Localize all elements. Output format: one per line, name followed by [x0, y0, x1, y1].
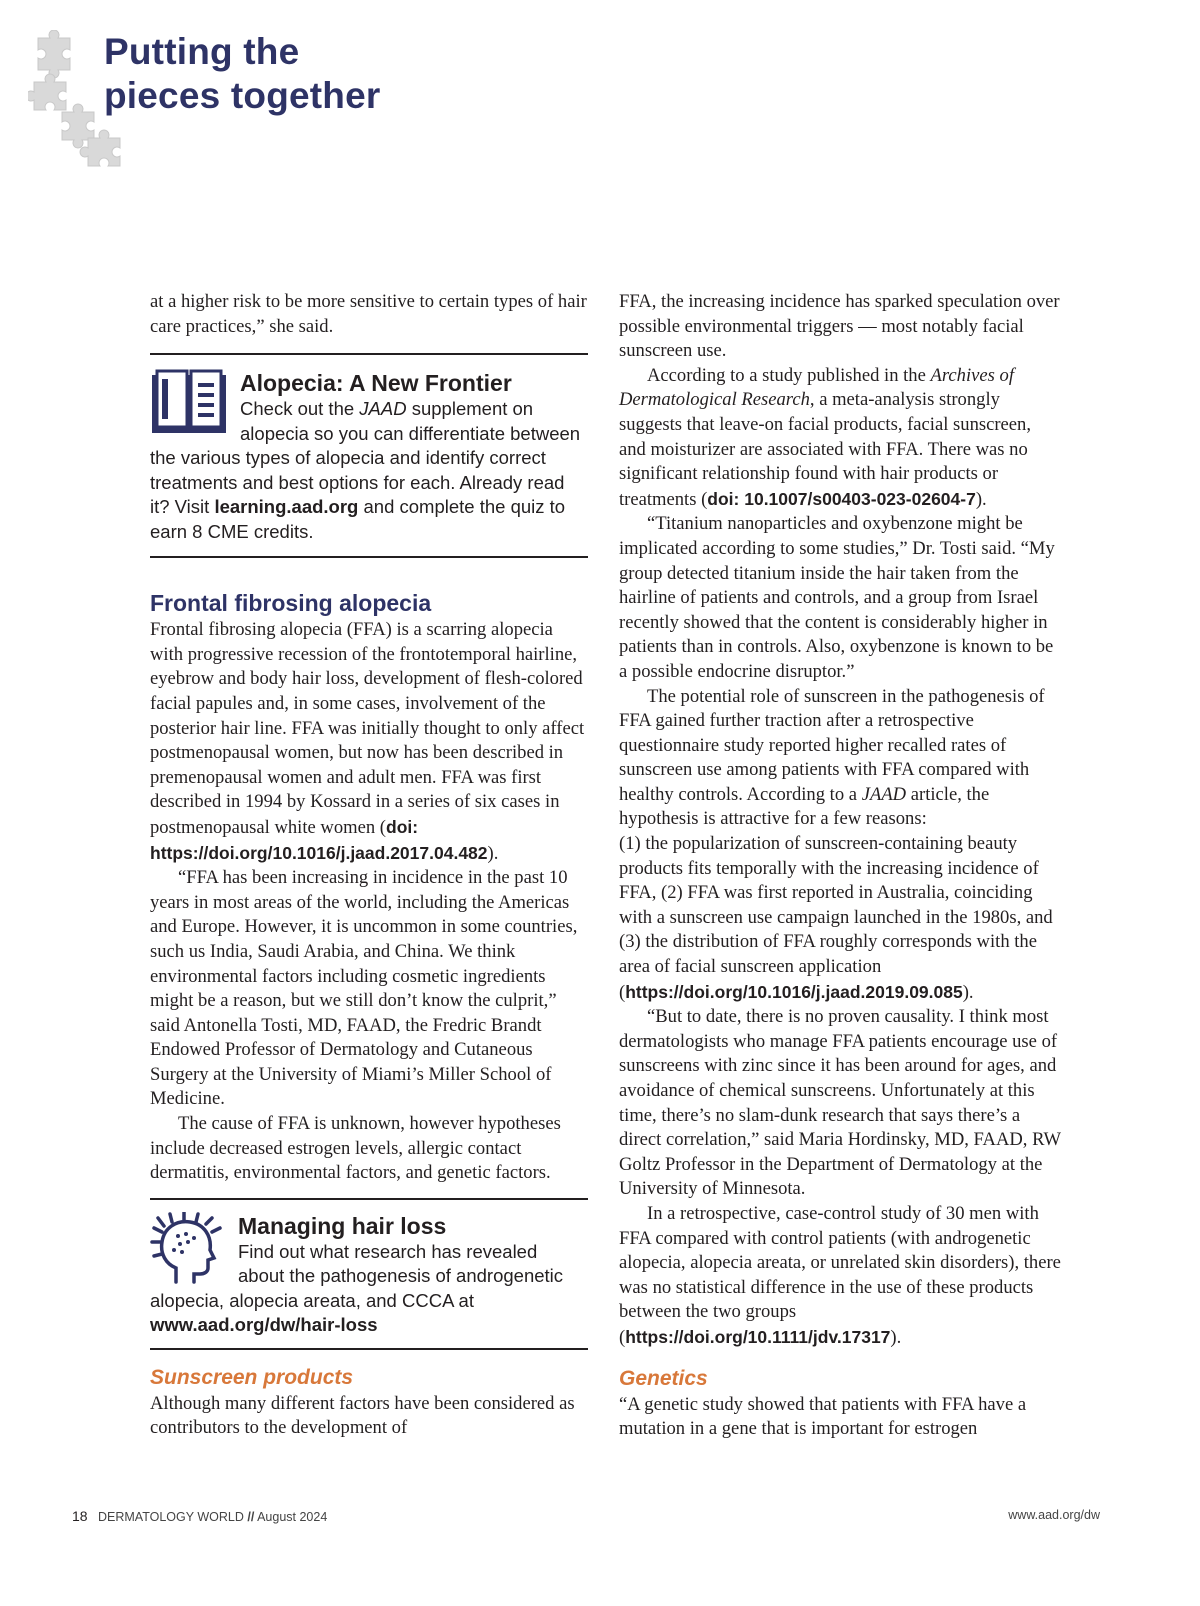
doi-link-archives[interactable]: doi: 10.1007/s00403-023-02604-7	[707, 488, 976, 509]
hair-loss-link[interactable]: www.aad.org/dw/hair-loss	[150, 1314, 378, 1336]
callout-alopecia-frontier	[150, 353, 588, 558]
ffa-p1-end: ).	[487, 842, 499, 864]
page-number: 18	[72, 1508, 88, 1524]
right-column	[619, 290, 1061, 1442]
ffa-paragraph-3: The cause of FFA is unknown, however hypotheses include decreased estrogen levels, allergic contact dermatitis, environmental factors, and genetic factors.	[150, 1113, 561, 1184]
callout-managing-hair-loss	[150, 1198, 588, 1350]
right-paragraph-6	[619, 1202, 1061, 1351]
doi-link-jdv[interactable]: https://doi.org/10.1111/jdv.17317	[625, 1326, 891, 1347]
page-title-line2: pieces together	[104, 75, 381, 116]
issue-date: August 2024	[257, 1510, 328, 1524]
learning-link[interactable]: learning.aad.org	[214, 496, 359, 518]
ffa-paragraph-2: “FFA has been increasing in incidence in the past 10 years in most areas of the world, including the Americas and Europe. However, it is uncommon in some countries, such us India, Saudi Arabia, and China. We think environmental factors including cosmetic ingredients might be a reason, but we still don’t know the culprit,” said Antonella Tosti, MD, FAAD, the Fredric Brandt Endowed Professor of Dermatology and Cutaneous Surgery at the University of Miami’s Miller School of Medicine.	[150, 867, 578, 1110]
callout-text-2: supplement on alopecia so you can differentiate between the various types of alopecia and identify correct treatments and best options for each. Already read it? Visit	[150, 398, 581, 518]
ffa-p1-text: Frontal fibrosing alopecia (FFA) is a scarring alopecia with progressive recession of the frontotemporal hairline, eyebrow and body hair loss, development of flesh-colored facial papules and, in some cases, involvement of the posterior hair line. FFA was initially thought to only affect postmenopausal women, but now has been described in premenopausal women and adult men. FFA was first described in 1994 by Kossard in a series of six cases in postmenopausal white women (	[150, 619, 585, 838]
heading-genetics: Genetics	[619, 1366, 708, 1390]
heading-ffa: Frontal fibrosing alopecia	[150, 590, 432, 617]
open-book-icon	[150, 369, 228, 437]
page-title	[104, 30, 380, 118]
jaad-name: JAAD	[861, 783, 907, 805]
r-p4a: The potential role of sunscreen in the pathogenesis of FFA gained further traction after a retrospective questionnaire study reported higher recalled rates of sunscreen use among patients with FFA compared with healthy controls. According to a	[619, 685, 1045, 805]
r-p2a: According to a study published in the	[647, 364, 931, 386]
r-p6: In a retrospective, case-control study of 30 men with FFA compared with control patients (with androgenetic alopecia, alopecia areata, or unrelated skin disorders), there was no statistical difference in the use of these products between the two groups (	[619, 1202, 1061, 1348]
head-hair-icon	[150, 1212, 226, 1286]
footer-separator: //	[247, 1510, 255, 1524]
right-paragraph-1: FFA, the increasing incidence has sparked speculation over possible environmental triggers — most notably facial sunscreen use.	[619, 291, 1060, 362]
genetics-paragraph: “A genetic study showed that patients with FFA have a mutation in a gene that is important for estrogen	[619, 1393, 1027, 1440]
sunscreen-paragraph: Although many different factors have been considered as contributors to the development of	[150, 1392, 575, 1439]
callout-jaad: JAAD	[359, 398, 407, 420]
doi-link-jaad-2019[interactable]: https://doi.org/10.1016/j.jaad.2019.09.085	[625, 981, 963, 1002]
left-column	[150, 290, 588, 1441]
right-paragraph-4	[619, 685, 1061, 833]
footer-left	[72, 1508, 327, 1524]
r-p4-end: ).	[962, 981, 974, 1003]
heading-sunscreen: Sunscreen products	[150, 1365, 354, 1389]
right-paragraph-2	[619, 364, 1061, 513]
right-paragraph-4b	[619, 832, 1061, 1005]
callout-text-3: and complete the quiz to earn 8 CME credits.	[150, 496, 566, 542]
r-p4c: (1) the popularization of sunscreen-containing beauty products fits temporally with the increasing incidence of FFA, (2) FFA was first reported in Australia, coinciding with a sunscreen use campaign launched in the 1980s, and (3) the distribution of FFA roughly corresponds with the area of facial sunscreen application (	[619, 833, 1053, 1003]
ffa-paragraph-1	[150, 618, 588, 866]
r-p6-end: ).	[890, 1326, 902, 1348]
callout-text: Check out the	[240, 398, 360, 420]
doi-link-kossard[interactable]: doi: https://doi.org/10.1016/j.jaad.2017.04.482	[150, 816, 488, 863]
r-p2b: , a meta-analysis strongly suggests that leave-on facial products, facial sunscreen, and moisturizer are associated with FFA. There was no significant relationship found with hair products or treatments (	[619, 389, 1032, 510]
publication-name: DERMATOLOGY WORLD	[98, 1510, 244, 1524]
r-p2-end: ).	[975, 488, 987, 510]
page-title-line1: Putting the	[104, 31, 300, 72]
callout-title: Alopecia: A New Frontier	[240, 370, 512, 397]
footer-url[interactable]: www.aad.org/dw	[1008, 1508, 1100, 1522]
right-paragraph-5: “But to date, there is no proven causality. I think most dermatologists who manage FFA patients encourage use of sunscreens with zinc since it has been around for ages, and avoidance of chemical sunscreens. Unfortunately at this time, there’s no slam-dunk research that says there’s a direct correlation,” said Maria Hordinsky, MD, FAAD, RW Goltz Professor in the Department of Dermatology at the University of Minnesota.	[619, 1006, 1061, 1200]
right-paragraph-3: “Titanium nanoparticles and oxybenzone might be implicated according to some studies,” Dr. Tosti said. “My group detected titanium inside the hair taken from the hairline of patients and controls, and a group from Israel recently showed that the content is considerably higher in patients than in controls. Also, oxybenzone is known to be a possible endocrine disruptor.”	[619, 513, 1055, 682]
callout-hair-text: Find out what research has revealed about the pathogenesis of androgenetic alopecia, alopecia areata, and CCCA at	[150, 1240, 564, 1311]
journal-name: Archives of Dermatological Research	[619, 364, 1014, 411]
callout-title-hair: Managing hair loss	[238, 1212, 447, 1239]
r-p4b: article, the hypothesis is attractive for a few reasons:	[619, 783, 990, 830]
intro-paragraph: at a higher risk to be more sensitive to certain types of hair care practices,” she said.	[150, 291, 587, 337]
